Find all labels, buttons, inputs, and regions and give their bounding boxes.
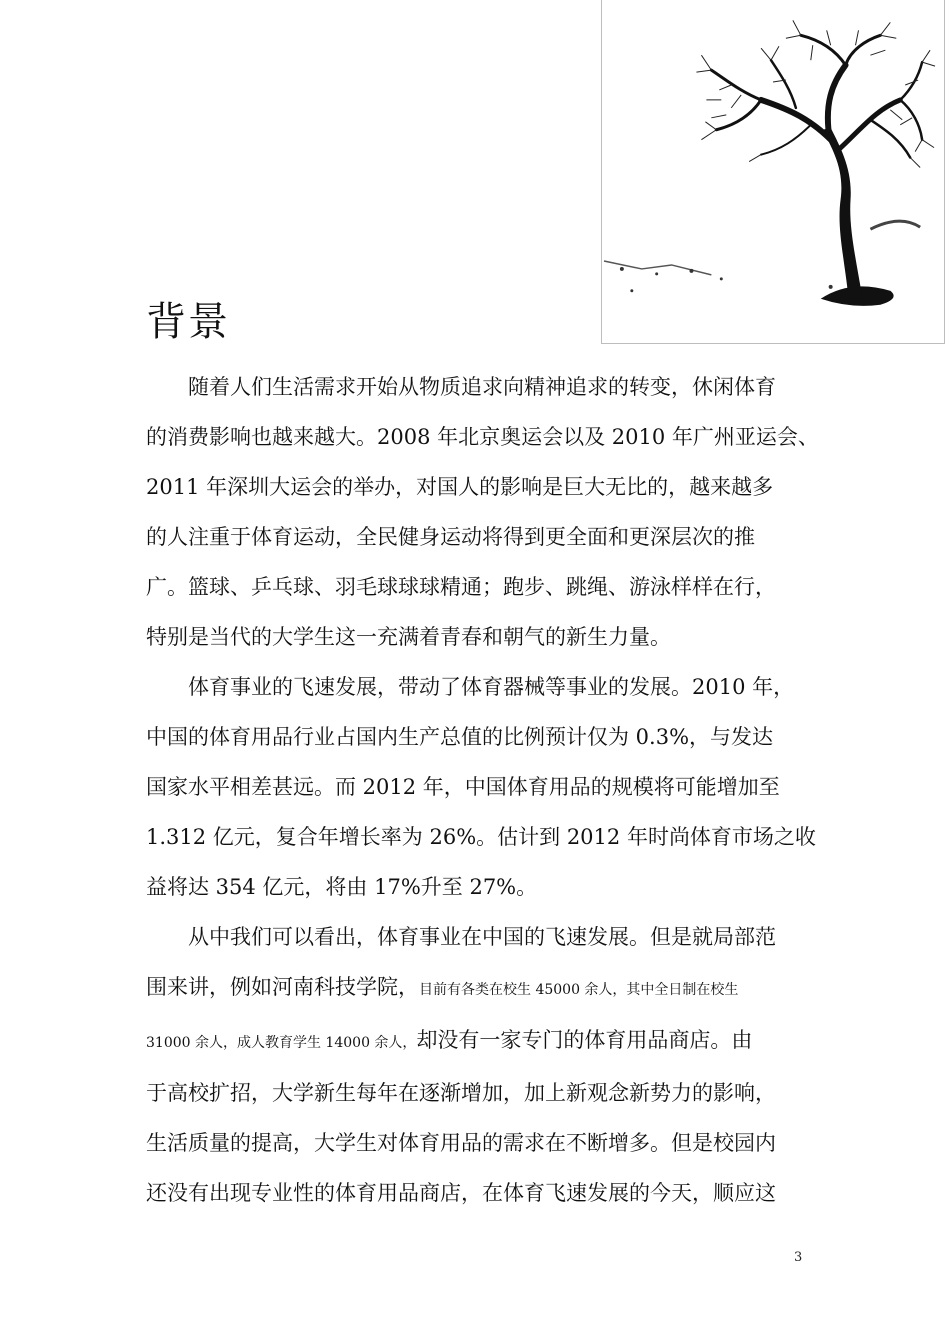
text-line: 体育事业的飞速发展，带动了体育器械等事业的发展。2010 年， [188,675,795,699]
paragraph-2 [146,662,816,912]
paragraph-1 [146,362,819,662]
paragraph-3 [146,912,808,1218]
small-text-segment: 31000 余人，成人教育学生 14000 余人， [146,1035,417,1051]
text-line: 特别是当代的大学生这一充满着青春和朝气的新生力量。 [146,625,671,649]
text-line: 生活质量的提高，大学生对体育用品的需求在不断增多。但是校园内 [146,1131,776,1155]
tree-photo [601,0,945,344]
text-line [146,1015,808,1068]
text-line: 于高校扩招，大学新生每年在逐渐增加，加上新观念新势力的影响， [146,1081,776,1105]
text-segment: 却没有一家专门的体育用品商店。由 [416,1028,753,1052]
text-line: 2011 年深圳大运会的举办，对国人的影响是巨大无比的，越来越多 [146,475,774,499]
small-text-segment: 目前有各类在校生 45000 余人，其中全日制在校生 [419,982,739,998]
text-line: 还没有出现专业性的体育用品商店，在体育飞速发展的今天，顺应这 [146,1181,776,1205]
page-number: 3 [794,1250,803,1265]
text-line: 广。篮球、乒乓球、羽毛球球球精通；跑步、跳绳、游泳样样在行， [146,575,776,599]
text-line [146,962,808,1015]
body-text [146,362,819,1218]
text-line: 中国的体育用品行业占国内生产总值的比例预计仅为 0.3%，与发达 [146,725,774,749]
text-line: 1.312 亿元，复合年增长率为 26%。估计到 2012 年时尚体育市场之收 [146,825,816,849]
text-line: 从中我们可以看出，体育事业在中国的飞速发展。但是就局部范 [188,925,776,949]
text-line: 的人注重于体育运动，全民健身运动将得到更全面和更深层次的推 [146,525,755,549]
section-heading: 背景 [146,299,230,345]
text-segment: 围来讲，例如河南科技学院， [146,975,419,999]
tree-illustration [602,0,944,343]
text-line: 国家水平相差甚远。而 2012 年，中国体育用品的规模将可能增加至 [146,775,780,799]
text-line: 随着人们生活需求开始从物质追求向精神追求的转变，休闲体育 [188,375,776,399]
text-line: 益将达 354 亿元，将由 17%升至 27%。 [146,875,538,899]
text-line: 的消费影响也越来越大。2008 年北京奥运会以及 2010 年广州亚运会、 [146,425,819,449]
